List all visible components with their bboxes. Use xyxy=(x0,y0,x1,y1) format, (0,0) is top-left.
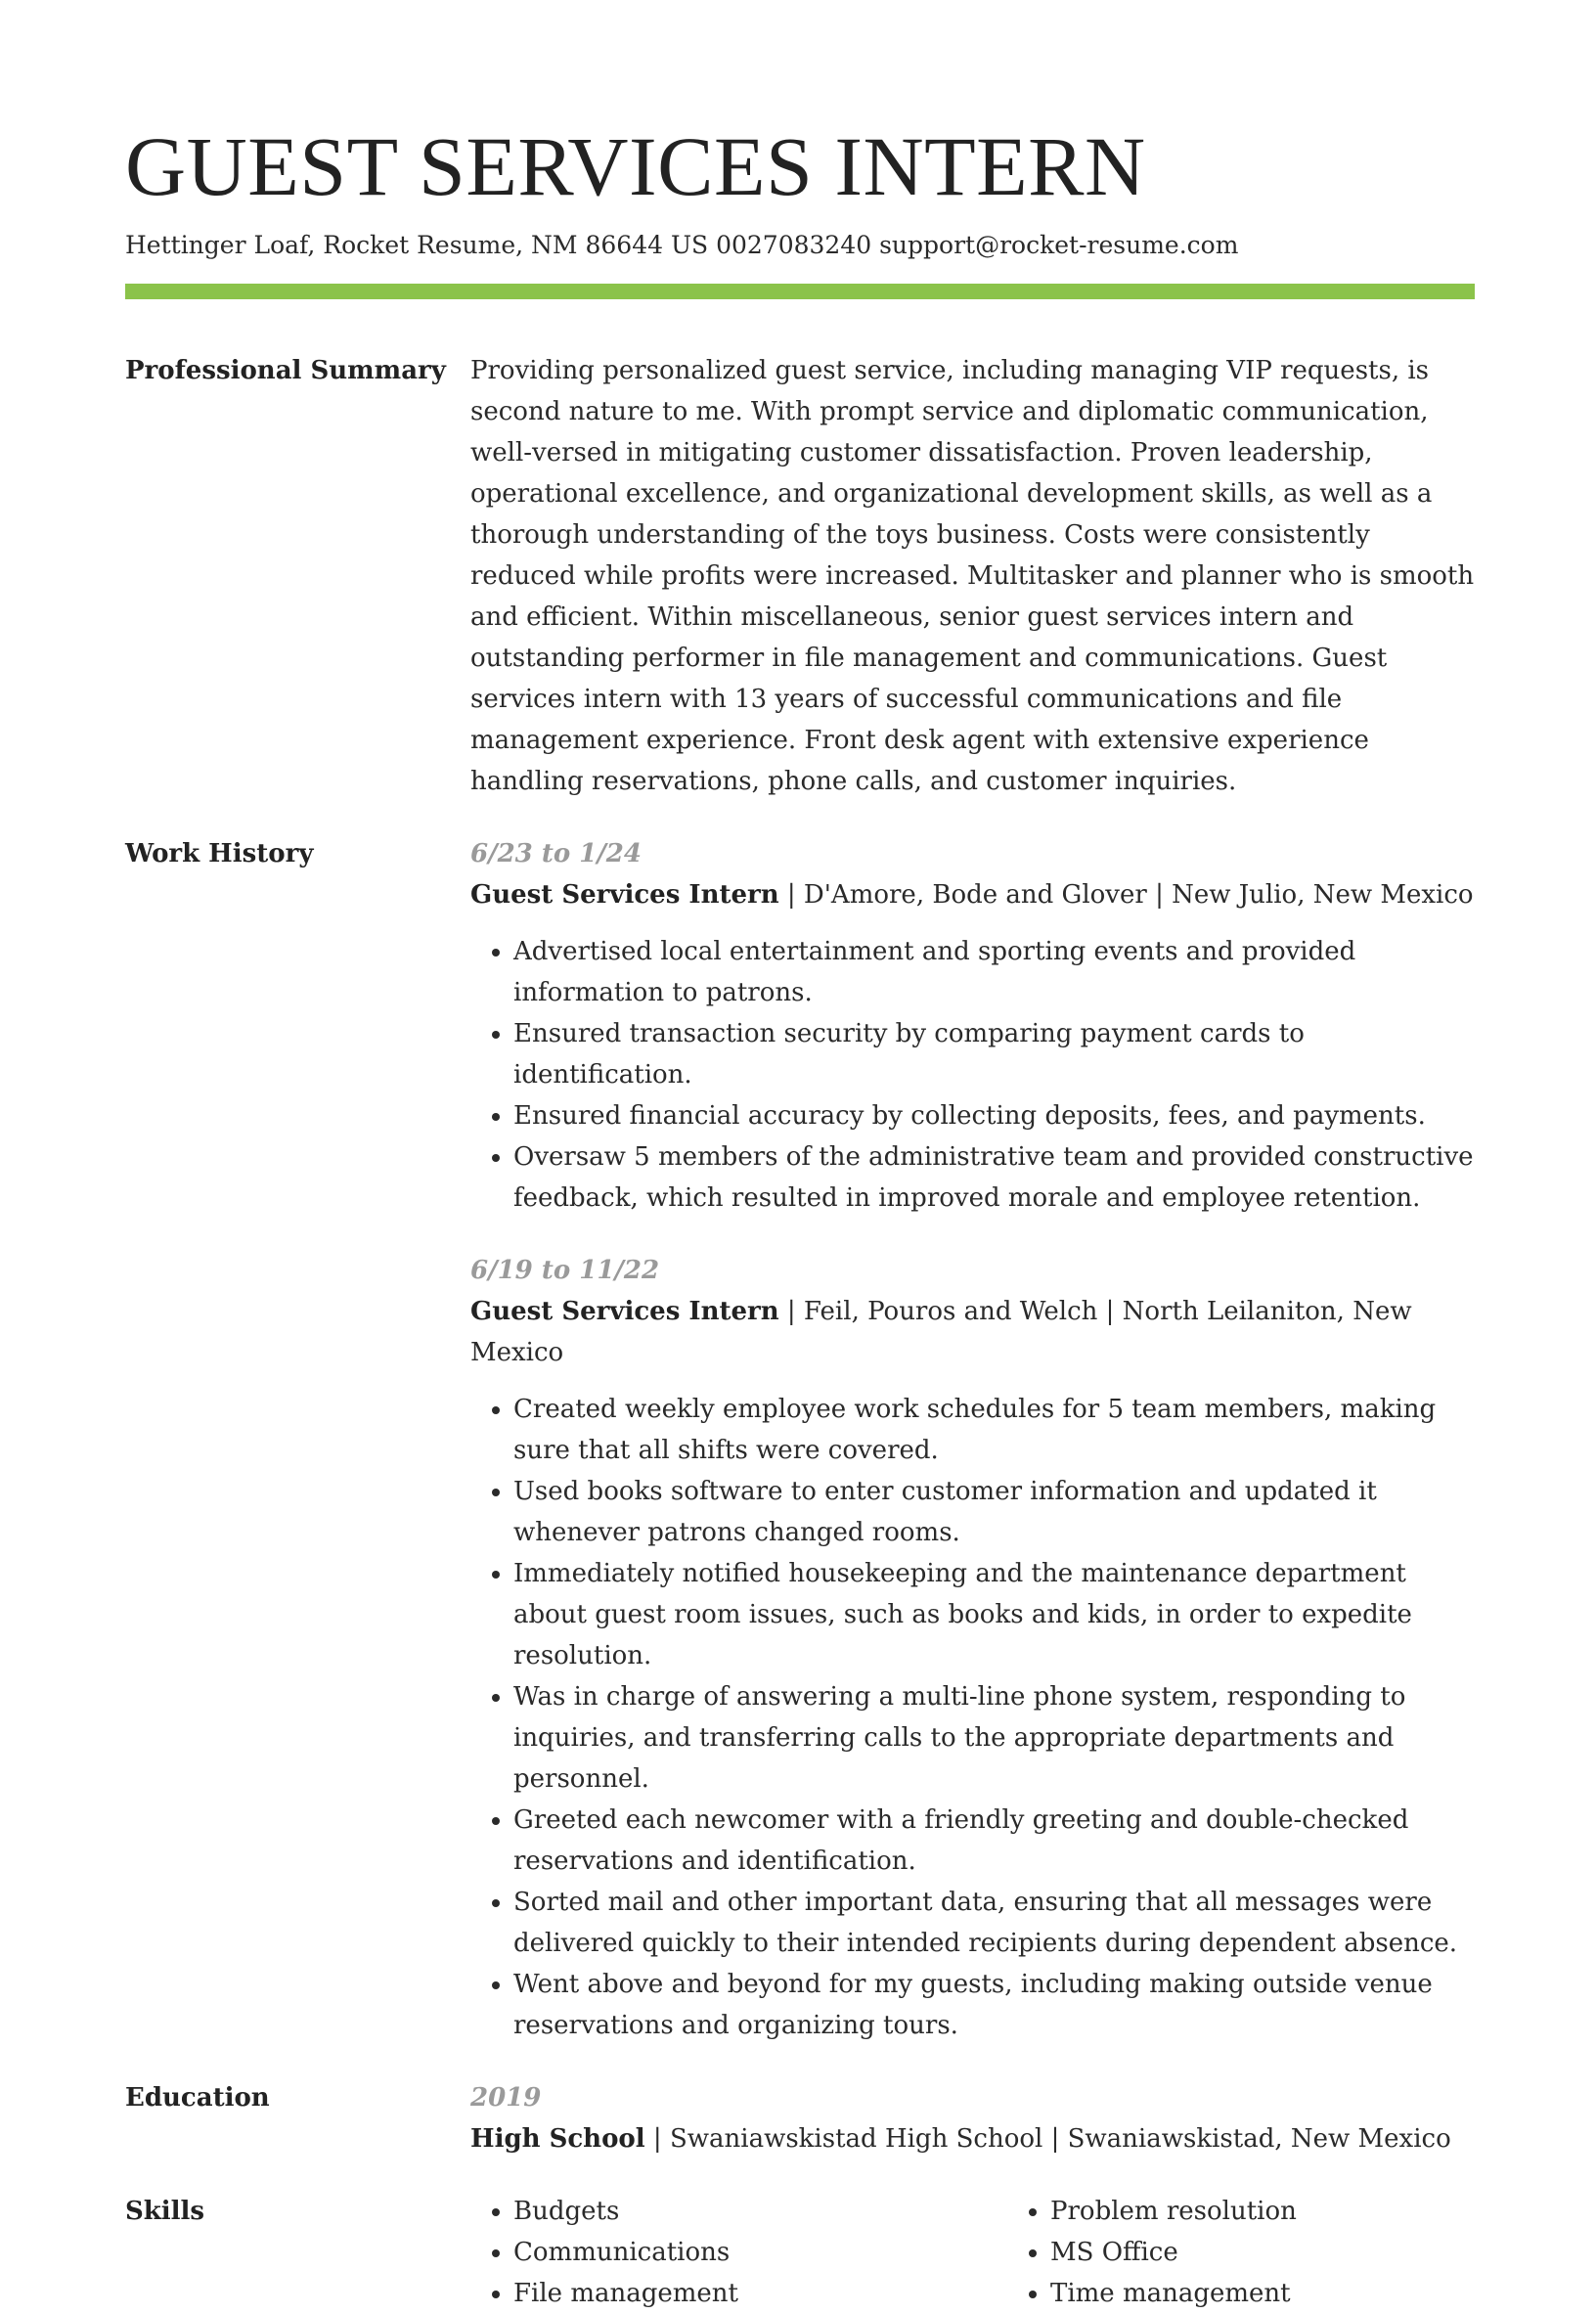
list-item: • Went above and beyond for my guests, including making outside venue reservations and organizing tours. xyxy=(513,1964,1475,2046)
education-degree: High School xyxy=(470,2124,645,2154)
list-item: • Created weekly employee work schedules for 5 team members, making sure that all shifts were covered. xyxy=(513,1389,1475,1471)
list-item: • Ensured financial accuracy by collecting deposits, fees, and payments. xyxy=(513,1095,1475,1136)
list-item: • Oversaw 5 members of the administrative team and provided constructive feedback, which resulted in improved morale and employee retention. xyxy=(513,1136,1475,1219)
list-item: • Time management xyxy=(1050,2273,1544,2314)
list-item: • Ensured transaction security by comparing payment cards to identification. xyxy=(513,1013,1475,1095)
work-history-title: Work History xyxy=(125,839,314,868)
education-dates: 2019 xyxy=(470,2083,542,2113)
resume-name: GUEST SERVICES INTERN xyxy=(125,119,1146,213)
job-title-line xyxy=(470,1291,1475,1373)
job-entry xyxy=(470,833,1475,1219)
work-history-body xyxy=(470,833,1475,2046)
list-item: • MS Office xyxy=(1050,2232,1544,2273)
job-role: Guest Services Intern xyxy=(470,880,779,910)
skills-grid xyxy=(470,2191,1544,2314)
job-details: | D'Amore, Bode and Glover | New Julio, New Mexico xyxy=(778,880,1474,910)
resume-page xyxy=(125,117,1475,2314)
skills-column-left xyxy=(470,2191,1007,2314)
summary-text: Providing personalized guest service, including managing VIP requests, is second nature to me. With prompt service and diplomatic communication, well-versed in mitigating customer dissatisfaction. Proven leadership, operational excellence, and organizational development skills, as well as a thorough understanding of the toys business. Costs were consistently reduced while profits were increased. Multitasker and planner who is smooth and efficient. Within miscellaneous, senior guest services intern and outstanding performer in file management and communications. Guest services intern with 13 years of successful communications and file management experience. Front desk agent with extensive experience handling reservations, phone calls, and customer inquiries. xyxy=(470,356,1475,796)
education-body xyxy=(470,2077,1475,2159)
list-item: • Immediately notified housekeeping and the maintenance department about guest room issues, such as books and kids, in order to expedite resolution. xyxy=(513,1553,1475,1676)
education-line xyxy=(470,2118,1475,2159)
summary-title: Professional Summary xyxy=(125,356,446,385)
summary-section xyxy=(125,350,1475,802)
education-details: | Swaniawskistad High School | Swaniawskistad, New Mexico xyxy=(644,2124,1451,2154)
job-dates: 6/23 to 1/24 xyxy=(470,839,642,868)
list-item: • Budgets xyxy=(513,2191,1007,2232)
list-item: • Sorted mail and other important data, ensuring that all messages were delivered quickly to their intended recipients during dependent absence. xyxy=(513,1882,1475,1964)
job-bullets xyxy=(470,1389,1475,2046)
job-bullets xyxy=(470,931,1475,1219)
job-details: | Feil, Pouros and Welch | North Leilaniton, New Mexico xyxy=(470,1297,1412,1367)
education-title: Education xyxy=(125,2083,270,2113)
list-item: • Problem resolution xyxy=(1050,2191,1544,2232)
list-item: • Communications xyxy=(513,2232,1007,2273)
list-item: • Used books software to enter customer information and updated it whenever patrons changed rooms. xyxy=(513,1471,1475,1553)
job-title-line xyxy=(470,874,1475,915)
job-role: Guest Services Intern xyxy=(470,1297,779,1326)
skills-column-right xyxy=(1007,2191,1544,2314)
list-item: • Advertised local entertainment and sporting events and provided information to patrons. xyxy=(513,931,1475,1013)
list-item: • Was in charge of answering a multi-line phone system, responding to inquiries, and transferring calls to the appropriate departments and personnel. xyxy=(513,1676,1475,1800)
list-item: • Greeted each newcomer with a friendly greeting and double-checked reservations and identification. xyxy=(513,1800,1475,1882)
work-history-section xyxy=(125,833,1475,2046)
job-entry xyxy=(470,1250,1475,2046)
accent-divider xyxy=(125,284,1475,299)
contact-info: Hettinger Loaf, Rocket Resume, NM 86644 US 0027083240 support@rocket-resume.com xyxy=(125,231,1239,259)
list-item: • File management xyxy=(513,2273,1007,2314)
education-section xyxy=(125,2077,1475,2159)
job-dates: 6/19 to 11/22 xyxy=(470,1256,660,1285)
skills-title: Skills xyxy=(125,2197,205,2226)
skills-section xyxy=(125,2191,1475,2314)
